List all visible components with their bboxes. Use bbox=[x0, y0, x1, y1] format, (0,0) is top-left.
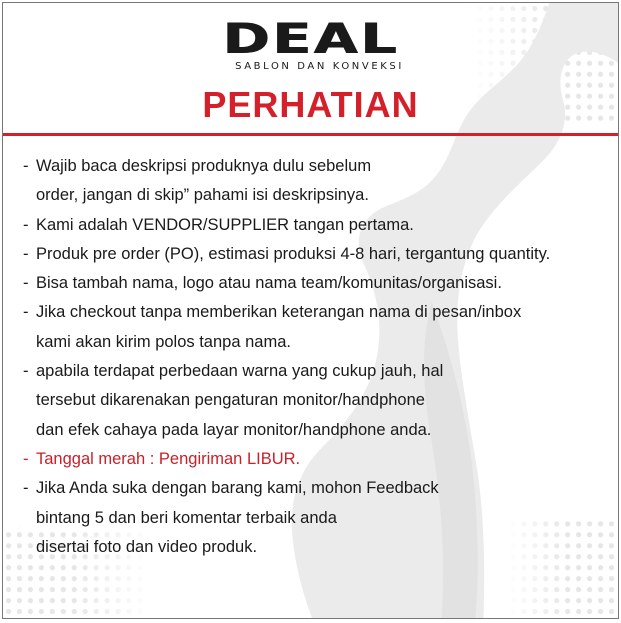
rule-item bbox=[23, 269, 613, 298]
rule-text bbox=[36, 298, 521, 357]
bullet-dash: - bbox=[23, 303, 29, 322]
rule-line: Kami adalah VENDOR/SUPPLIER tangan pertama. bbox=[36, 215, 414, 234]
rule-line: dan efek cahaya pada layar monitor/handphone anda. bbox=[36, 420, 432, 439]
rule-item bbox=[23, 152, 613, 211]
rule-text bbox=[36, 474, 439, 562]
brand-name: DEAL bbox=[222, 14, 399, 63]
rule-item bbox=[23, 240, 613, 269]
bullet-dash: - bbox=[23, 244, 29, 263]
rule-text bbox=[36, 269, 502, 298]
notice-heading: PERHATIAN bbox=[202, 84, 419, 125]
rule-text bbox=[36, 152, 371, 211]
bullet-dash: - bbox=[23, 215, 29, 234]
rule-line: Jika checkout tanpa memberikan keterangan nama di pesan/inbox bbox=[36, 303, 522, 322]
rule-line: disertai foto dan video produk. bbox=[36, 537, 258, 556]
bullet-dash: - bbox=[23, 157, 29, 175]
rule-item bbox=[23, 298, 613, 357]
rule-text bbox=[36, 357, 443, 445]
rule-line: Wajib baca deskripsi produknya dulu sebelum bbox=[36, 157, 372, 175]
rule-item bbox=[23, 357, 613, 445]
rule-line: tersebut dikarenakan pengaturan monitor/handphone bbox=[36, 391, 425, 410]
rule-line: Jika Anda suka dengan barang kami, mohon Feedback bbox=[36, 479, 439, 498]
rule-line: apabila terdapat perbedaan warna yang cukup jauh, hal bbox=[36, 362, 444, 381]
rule-line: Bisa tambah nama, logo atau nama team/komunitas/organisasi. bbox=[36, 274, 502, 293]
rule-line: order, jangan di skip” pahami isi deskripsinya. bbox=[36, 186, 369, 205]
rule-item bbox=[23, 445, 613, 474]
rule-text bbox=[36, 240, 550, 269]
rule-line: Tanggal merah : Pengiriman LIBUR. bbox=[36, 449, 301, 468]
rule-item bbox=[23, 211, 613, 240]
brand-tagline: SABLON DAN KONVEKSI bbox=[235, 61, 404, 72]
bullet-dash: - bbox=[23, 274, 29, 293]
bullet-dash: - bbox=[23, 362, 29, 381]
bullet-dash: - bbox=[23, 479, 29, 498]
heading-divider bbox=[3, 133, 618, 136]
bullet-dash: - bbox=[23, 449, 29, 468]
brand-logo bbox=[3, 14, 618, 72]
rule-text bbox=[36, 445, 300, 474]
notice-card bbox=[2, 2, 619, 619]
rule-item bbox=[23, 474, 613, 562]
rule-text bbox=[36, 211, 414, 240]
rule-line: bintang 5 dan beri komentar terbaik anda bbox=[36, 508, 337, 527]
rule-line: Produk pre order (PO), estimasi produksi 4-8 hari, tergantung quantity. bbox=[36, 244, 551, 263]
rule-line: kami akan kirim polos tanpa nama. bbox=[36, 332, 291, 351]
rules-list bbox=[23, 152, 613, 562]
